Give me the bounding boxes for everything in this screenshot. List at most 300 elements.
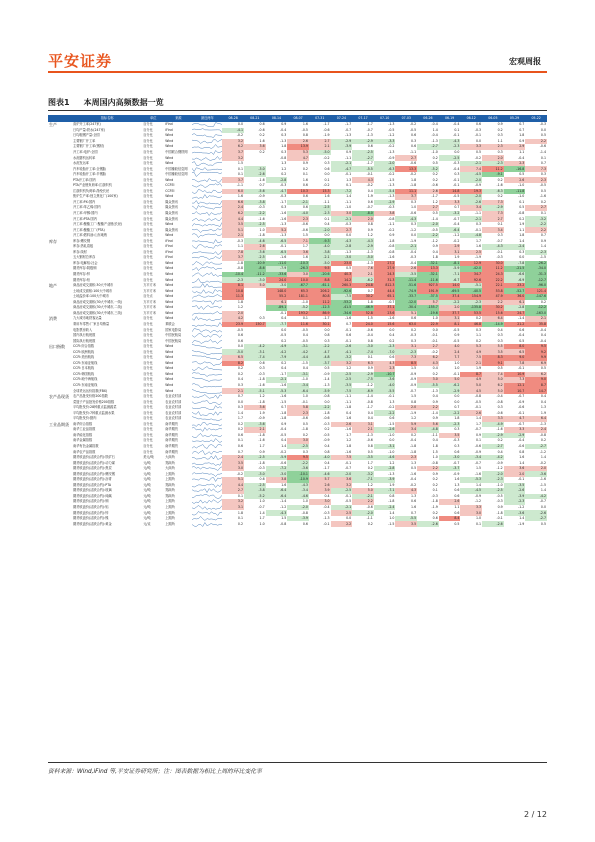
value-cell: 1.8 <box>432 443 438 448</box>
value-cell: 0.1 <box>346 183 352 188</box>
value-cell: -3.2 <box>331 355 353 361</box>
value-cell: 11.2 <box>309 300 331 306</box>
value-cell: -2.5 <box>352 150 374 156</box>
value-cell: -3.5 <box>395 272 417 278</box>
value-cell: 1.4 <box>281 443 287 448</box>
value-cell: 55.2 <box>266 294 288 300</box>
value-cell: -155.7 <box>417 305 439 311</box>
sparkline <box>192 416 222 421</box>
value-cell: 5.0 <box>439 377 461 383</box>
value-cell: -0.5 <box>301 327 308 332</box>
value-cell: -0.9 <box>474 449 482 454</box>
source-cell: 隆众资讯 <box>165 205 178 210</box>
value-cell: 0.3 <box>237 405 243 410</box>
value-cell: 40.3 <box>331 272 353 278</box>
value-cell: 1.3 <box>454 482 460 487</box>
value-cell: 0.4 <box>540 399 546 404</box>
value-cell: 1.5 <box>302 233 308 238</box>
sparkline <box>192 316 222 321</box>
value-cell: -2.6 <box>374 427 396 433</box>
value-cell: 0.3 <box>259 366 265 371</box>
value-cell: -3.0 <box>244 471 266 477</box>
value-cell: 0.0 <box>454 399 460 404</box>
sparkline-path <box>192 234 222 238</box>
value-cell: 9.5 <box>309 266 331 272</box>
value-cell: 0.9 <box>432 416 438 421</box>
value-cell: -0.2 <box>474 155 482 160</box>
unit-cell: 百分比 <box>143 410 153 415</box>
value-cell: -2.3 <box>460 300 482 306</box>
value-cell: 1.3 <box>411 460 417 465</box>
value-cell: 1.0 <box>259 227 265 232</box>
value-cell: -0.5 <box>539 183 546 188</box>
value-cell: 1.5 <box>411 366 417 371</box>
value-cell: 46.8 <box>460 322 482 328</box>
value-cell: -0.1 <box>474 405 482 410</box>
value-cell: 0.6 <box>411 144 417 149</box>
value-cell: -2.1 <box>309 255 331 261</box>
value-cell: -7.9 <box>266 355 288 361</box>
value-cell: 0.0 <box>237 122 243 127</box>
value-cell: 2.0 <box>482 155 504 161</box>
value-cell: 0.3 <box>411 222 417 227</box>
value-cell: 2.9 <box>439 244 461 250</box>
value-cell: -0.4 <box>518 333 525 338</box>
value-cell: -40.5 <box>460 288 482 294</box>
value-cell: 0.7 <box>411 510 417 515</box>
value-cell: -4.9 <box>482 422 504 428</box>
value-cell: -52.7 <box>504 288 526 294</box>
value-cell: 0.4 <box>302 333 308 338</box>
value-cell: -0.1 <box>344 493 352 498</box>
value-cell: 0.3 <box>281 150 287 154</box>
value-cell: 2.2 <box>352 499 374 505</box>
value-cell: -1.3 <box>344 249 352 254</box>
value-cell: 0.2 <box>281 172 287 177</box>
value-cell: -0.1 <box>518 366 525 371</box>
value-cell: -0.4 <box>280 127 287 132</box>
value-cell: 0.0 <box>389 327 395 332</box>
value-cell: 0.2 <box>432 155 438 160</box>
value-cell: 6.5 <box>504 349 526 355</box>
value-cell: 47.9 <box>482 294 504 300</box>
value-cell: -4.6 <box>309 471 331 477</box>
value-cell: 0.4 <box>324 460 330 465</box>
value-cell: 2.1 <box>244 427 266 433</box>
value-cell: -2.6 <box>482 521 504 527</box>
value-cell: 4.9 <box>460 377 482 383</box>
value-cell: -2.1 <box>331 216 353 222</box>
value-cell: -0.4 <box>409 260 417 265</box>
value-cell: -11.8 <box>504 189 526 195</box>
sparkline <box>192 411 222 416</box>
sparkline <box>192 250 222 255</box>
unit-cell: 百分比 <box>143 122 153 127</box>
indicator-name-cell: CCFI:地中海航线 <box>73 377 98 382</box>
value-cell: -1.8 <box>409 449 417 454</box>
indicator-name-cell: 期货收盘价(活跃合约):黄金 <box>73 521 112 526</box>
unit-cell: 万平方米 <box>143 305 156 310</box>
value-cell: -0.1 <box>344 338 352 343</box>
value-cell: 5.0 <box>352 488 374 494</box>
value-cell: 0.1 <box>237 172 243 177</box>
value-cell: -1.6 <box>280 394 287 399</box>
source-cell: 上期所 <box>165 499 175 504</box>
value-cell: -1.2 <box>388 133 395 138</box>
value-cell: -0.3 <box>496 499 503 504</box>
value-cell: -2.8 <box>374 466 396 472</box>
unit-cell: 百分比 <box>143 377 153 382</box>
value-cell: -1.8 <box>258 399 265 404</box>
value-cell: 0.5 <box>519 338 525 343</box>
unit-cell: 百分比 <box>143 205 153 210</box>
value-cell: 2.2 <box>482 300 504 306</box>
source-cell: 郑商所 <box>165 493 175 498</box>
value-cell: 0.4 <box>302 366 308 371</box>
value-cell: 0.0 <box>324 399 330 404</box>
value-cell: -2.3 <box>439 144 461 150</box>
value-cell: -0.1 <box>518 477 525 482</box>
value-cell: 2.3 <box>504 161 526 167</box>
source-cell: Wind <box>165 260 174 265</box>
value-cell: -92.6 <box>331 288 353 294</box>
value-cell: -0.9 <box>388 155 395 160</box>
value-cell: 63.0 <box>395 322 417 328</box>
value-cell: 0.2 <box>411 432 417 437</box>
sparkline-path <box>192 178 222 182</box>
value-cell: -2.9 <box>331 139 353 145</box>
value-cell: -0.3 <box>453 161 460 166</box>
unit-cell: 百分比 <box>143 227 153 232</box>
value-cell: 6.2 <box>482 383 504 389</box>
value-cell: 8.2 <box>222 361 244 367</box>
indicator-name-cell: 南华综合指数 <box>73 421 93 426</box>
value-cell: -0.3 <box>409 333 417 338</box>
value-cell: -6.4 <box>266 494 288 500</box>
value-cell: -0.9 <box>323 371 330 376</box>
sparkline-path <box>192 128 222 132</box>
value-cell: 92.6 <box>460 277 482 283</box>
value-cell: 1.9 <box>259 410 265 415</box>
value-cell: 0.0 <box>346 233 352 238</box>
value-cell: -53.2 <box>331 300 353 306</box>
table-header-row <box>48 115 547 122</box>
value-cell: -2.5 <box>331 377 353 383</box>
source-cell: CCFEI <box>165 188 175 193</box>
value-cell: 0.2 <box>432 177 438 182</box>
value-cell: -3.5 <box>352 455 374 461</box>
sparkline <box>192 505 222 510</box>
value-cell: 1.4 <box>519 516 525 521</box>
value-cell: -1.2 <box>366 382 373 387</box>
value-cell: -16.8 <box>504 166 526 172</box>
value-cell: -6.4 <box>287 388 309 394</box>
value-cell: 0.9 <box>475 432 482 437</box>
value-cell: -2.3 <box>482 161 504 167</box>
sparkline <box>192 150 222 155</box>
value-cell: 1.0 <box>389 516 395 521</box>
value-cell: 4.4 <box>222 216 244 222</box>
value-cell: -37.5 <box>417 294 439 300</box>
value-cell: 1.4 <box>519 460 525 465</box>
indicator-name-cell: 开工率:电炉:全国 <box>73 150 98 154</box>
value-cell: 3.6 <box>244 405 266 411</box>
category-cell: 生产 <box>49 122 57 128</box>
value-cell: -5.9 <box>266 455 288 461</box>
value-cell: 1.1 <box>237 244 243 249</box>
value-cell: 1.4 <box>389 510 395 515</box>
value-cell: -4.0 <box>309 244 331 250</box>
value-cell: -0.6 <box>366 327 373 332</box>
value-cell: -6.5 <box>266 238 288 244</box>
value-cell: -2.2 <box>244 211 266 217</box>
value-cell: -0.6 <box>409 161 417 166</box>
value-cell: 1.0 <box>454 360 460 365</box>
value-cell: 0.4 <box>540 333 546 338</box>
value-cell: -1.1 <box>388 222 395 227</box>
indicator-name-cell: 九大城市地铁客运量 <box>73 316 102 321</box>
value-cell: 0.2 <box>540 299 546 304</box>
unit-cell: 百分比 <box>143 177 153 182</box>
value-cell: 0.2 <box>497 438 503 443</box>
value-cell: -19.6 <box>417 311 439 317</box>
value-cell: 1.1 <box>519 227 525 232</box>
unit-cell: 元/吨 <box>143 505 151 509</box>
unit-cell: 百分比 <box>143 405 153 410</box>
value-cell: -2.1 <box>395 244 417 250</box>
value-cell: -2.2 <box>525 222 547 228</box>
value-cell: 1.6 <box>519 455 525 460</box>
value-cell: -0.7 <box>344 127 352 132</box>
value-cell: -4.2 <box>266 349 288 355</box>
value-cell: -2.6 <box>504 488 526 494</box>
value-cell: 3.6 <box>287 250 309 256</box>
value-cell: -33.7 <box>395 294 417 300</box>
value-cell: -2.7 <box>482 444 504 450</box>
value-cell: -2.5 <box>244 255 266 261</box>
sparkline-path <box>192 295 222 299</box>
value-cell: 1.5 <box>475 466 482 471</box>
value-cell: -1.6 <box>280 211 287 216</box>
value-cell: 0.2 <box>432 477 438 482</box>
sparkline-path <box>192 278 222 282</box>
value-cell: 65.3 <box>287 288 309 294</box>
header-divider <box>48 71 547 73</box>
value-cell: -5.9 <box>309 388 331 394</box>
source-cell: 农业农村部 <box>165 410 182 415</box>
sparkline-path <box>192 123 222 127</box>
sparkline-path <box>192 361 222 365</box>
value-cell: -0.1 <box>431 333 438 338</box>
value-cell: 23.0 <box>331 261 353 267</box>
value-cell: 13.3 <box>417 266 439 272</box>
value-cell: -147.6 <box>525 294 547 300</box>
sparkline <box>192 328 222 333</box>
indicator-name-cell: 南华能化指数 <box>73 432 93 437</box>
value-cell: -1.6 <box>280 382 287 387</box>
value-cell: 2.2 <box>417 405 439 411</box>
indicator-name-cell: 农产品批发价格200指数 <box>73 394 108 399</box>
company-logo: 平安证券 <box>48 52 113 70</box>
value-cell: 53.8 <box>482 288 504 294</box>
source-cell: Wind <box>165 144 174 149</box>
value-cell: 1.9 <box>475 366 482 371</box>
sparkline <box>192 322 222 327</box>
unit-cell: 百分比 <box>143 360 153 365</box>
unit-cell: 元/吨 <box>143 499 151 504</box>
indicator-name-cell: CCFI:日本航线 <box>73 366 95 371</box>
value-cell: -4.0 <box>287 211 309 217</box>
value-cell: 4.3 <box>352 177 374 183</box>
value-cell: 4.3 <box>374 361 396 367</box>
value-cell: -3.9 <box>287 516 309 522</box>
value-cell: -10.9 <box>244 261 266 267</box>
value-cell: -0.8 <box>431 460 438 465</box>
value-cell: -0.5 <box>301 127 308 132</box>
value-cell: 0.0 <box>237 399 243 404</box>
value-cell: 0.2 <box>281 360 287 365</box>
value-cell: 2.6 <box>460 410 482 416</box>
value-cell: -0.6 <box>366 505 373 509</box>
indicator-name-cell: 开工率:聚酯工厂:聚酯产业链(长丝) <box>73 222 123 227</box>
value-cell: 0.0 <box>519 255 525 260</box>
value-cell: 0.8 <box>302 133 308 138</box>
value-cell: -74.9 <box>395 288 417 294</box>
indicator-name-cell: 库存:螺纹钢 <box>73 238 91 243</box>
value-cell: 1.2 <box>346 366 352 371</box>
value-cell: 1.6 <box>237 194 243 199</box>
value-cell: -0.3 <box>280 183 287 188</box>
indicator-name-cell: 主要钢厂开工率 <box>73 138 96 143</box>
value-cell: -2.5 <box>244 222 266 228</box>
value-cell: -5.0 <box>352 255 374 261</box>
value-cell: 12.1 <box>504 383 526 389</box>
value-cell: -0.1 <box>496 249 503 254</box>
value-cell: 2.9 <box>504 144 526 150</box>
sparkline-path <box>192 456 222 460</box>
value-cell: -2.6 <box>244 172 266 178</box>
value-cell: -3.1 <box>287 344 309 350</box>
value-cell: 1.8 <box>281 144 287 149</box>
unit-cell: 百分比 <box>143 399 153 404</box>
value-cell: -4.3 <box>287 483 309 489</box>
value-cell: -7.4 <box>244 355 266 361</box>
value-cell: -9.1 <box>482 172 504 178</box>
value-cell: 1.0 <box>475 516 482 521</box>
value-cell: -1.1 <box>366 516 373 521</box>
value-cell: -12.3 <box>309 305 331 311</box>
indicator-name-cell: 商品房成交面积(30大中城市,二线) <box>73 305 123 310</box>
value-cell: -0.8 <box>366 399 373 404</box>
value-cell: 6.4 <box>525 416 547 422</box>
value-cell: -3.0 <box>266 471 288 477</box>
sparkline <box>192 128 222 133</box>
indicator-name-cell: 期货库存:阴极铜 <box>73 266 97 271</box>
value-cell: 2.5 <box>460 250 482 256</box>
value-cell: 5.0 <box>244 283 266 289</box>
value-cell: 0.8 <box>519 449 525 454</box>
value-cell: -0.6 <box>301 227 308 232</box>
value-cell: 24.0 <box>352 322 374 328</box>
value-cell: 0.1 <box>497 222 503 227</box>
value-cell: -1.9 <box>518 521 525 526</box>
value-cell: 6.9 <box>525 361 547 367</box>
sparkline <box>192 233 222 238</box>
source-cell: 隆众资讯 <box>165 199 178 204</box>
value-cell: -4.1 <box>222 128 244 134</box>
indicator-name-cell: 开工率:苯乙烯:国内 <box>73 205 101 210</box>
value-cell: -0.3 <box>258 205 265 210</box>
value-cell: 2.1 <box>222 388 244 394</box>
value-cell: -6.9 <box>352 388 374 394</box>
value-cell: -5.2 <box>287 305 309 311</box>
value-cell: -0.5 <box>236 327 243 332</box>
value-cell: 0.3 <box>475 327 482 332</box>
value-cell: 1.7 <box>475 238 482 243</box>
unit-cell: 百分比 <box>143 255 153 260</box>
sparkline <box>192 516 222 521</box>
value-cell: -1.1 <box>409 150 417 154</box>
source-cell: 隆众资讯 <box>165 227 178 232</box>
sparkline <box>192 139 222 144</box>
value-cell: 0.3 <box>302 449 308 454</box>
value-cell: 2.6 <box>417 189 439 195</box>
value-cell: 121.4 <box>525 288 547 294</box>
value-cell: -3.2 <box>352 471 374 477</box>
value-cell: -6.3 <box>374 166 396 172</box>
value-cell: -1.5 <box>280 399 287 404</box>
value-cell: 2.4 <box>222 205 244 211</box>
value-cell: 0.6 <box>237 333 243 338</box>
unit-cell: 百分比 <box>143 427 153 432</box>
unit-cell: 百分比 <box>143 155 153 160</box>
value-cell: 0.3 <box>411 338 417 343</box>
value-cell: -7.7 <box>266 322 288 328</box>
value-cell: -20.6 <box>309 272 331 278</box>
value-cell: 2.1 <box>309 144 331 150</box>
sparkline <box>192 278 222 283</box>
indicator-name-cell: 焦炉生产率:独立焦化厂(100家) <box>73 194 118 199</box>
value-cell: -1.1 <box>344 394 352 399</box>
value-cell: -96.0 <box>525 283 547 289</box>
value-cell: 0.5 <box>519 172 525 177</box>
indicator-name-cell: PTA产业链负荷率:江浙织机 <box>73 183 112 188</box>
sparkline <box>192 244 222 249</box>
value-cell: 0.4 <box>432 438 438 443</box>
sparkline <box>192 455 222 460</box>
value-cell: -1.6 <box>344 449 352 454</box>
indicator-name-cell: 期货库存:铅 <box>73 277 91 282</box>
sparkline-path <box>192 378 222 382</box>
source-cell: 上期所 <box>165 471 175 476</box>
value-cell: -3.6 <box>525 471 547 477</box>
value-cell: -1.9 <box>409 238 417 243</box>
value-cell: -0.7 <box>366 205 373 210</box>
value-cell: 12.9 <box>460 261 482 267</box>
value-cell: -1.0 <box>388 449 395 454</box>
source-cell: Wind <box>165 272 174 277</box>
value-cell: 0.9 <box>346 150 352 154</box>
value-cell: -21.5 <box>504 266 526 272</box>
value-cell: 5.3 <box>460 344 482 350</box>
value-cell: -0.6 <box>431 183 438 188</box>
value-cell: -1.9 <box>409 410 417 415</box>
value-cell: -1.4 <box>280 499 287 504</box>
sparkline <box>192 167 222 172</box>
category-cell: 地产 <box>49 283 57 289</box>
value-cell: 24.3 <box>482 272 504 278</box>
value-cell: 0.7 <box>367 288 373 293</box>
